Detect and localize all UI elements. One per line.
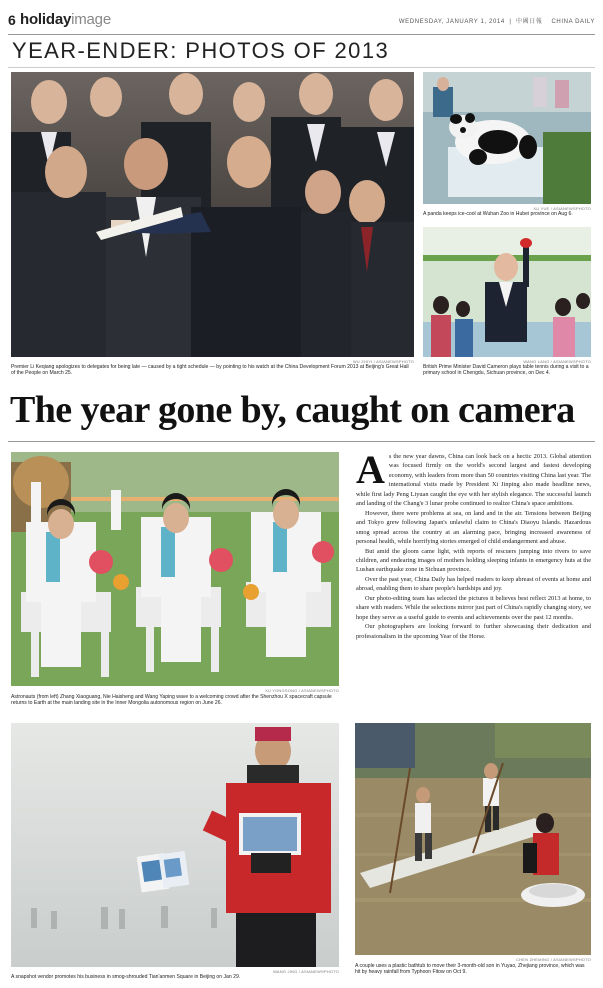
vendor-photo [11, 723, 339, 967]
vendor-credit: WANG JING / ASIANEWSPHOTO [273, 969, 339, 974]
story-paragraph: However, there were problems at sea, on land and in the air. Tensions between Beijing and Tokyo grew following Japan's unlawful claim to China's Diaoyu Islands. Hazardous smog spread across the country at an alarming pace, bringing increased awareness of personal health, while horrifying stories emerged of child endangerment and abuse. [356, 509, 591, 546]
kicker-rule [8, 67, 595, 68]
headline: The year gone by, caught on camera [10, 389, 575, 431]
astronauts-caption: Astronauts (from left) Zhang Xiaoguang, Nie Haisheng and Wang Yaping wave to a welcoming crowd after the Shenzhou X spacecraft capsule returns to Earth at the main landing site in the Inner Mongolia autonomous region on June 26. [11, 694, 332, 707]
premier-caption: Premier Li Keqiang apologizes to delegates for being late — caused by a tight schedule — by pointing to his watch at the China Development Forum 2013 at Beijing's Great Hall of the People on March 25. [11, 364, 409, 377]
astronauts-photo [11, 452, 339, 686]
panda-caption: A panda keeps ice-cool at Wuhan Zoo in Hubei province on Aug 6. [423, 211, 573, 217]
panda-photo [423, 72, 591, 204]
story-paragraph: But amid the gloom came light, with reports of rescuers jumping into rivers to save children, and endearing images of mothers holding sleeping infants in emergency huts at the Lushan earthquake zone in Sichuan province. [356, 547, 591, 574]
story-paragraph: Our photo-editing team has selected the pictures it believes best reflect 2013 at home, to share with readers. While the selections mirror just part of China's rapidly changing story, we hope they serve as a useful guide to events and achievements over the past 12 months. [356, 594, 591, 621]
vendor-caption: A snapshot vendor promotes his business in smog-shrouded Tian'anmen Square in Beijing on Jan 29. [11, 974, 241, 980]
bathtub-photo [355, 723, 591, 955]
section-kicker: YEAR-ENDER: PHOTOS OF 2013 [12, 38, 390, 63]
premier-photo [11, 72, 414, 357]
headline-rule [8, 441, 595, 442]
section-name: holidayimage [20, 11, 111, 28]
story-body [356, 447, 591, 641]
masthead-rule [8, 34, 595, 35]
cameron-caption: British Prime Minister David Cameron plays table tennis during a visit to a primary school in Chengdu, Sichuan province, on Dec 4. [423, 364, 589, 377]
bathtub-credit: CHEN ZHEMING / ASIANEWSPHOTO [516, 957, 591, 962]
story-paragraph: Our photographers are looking forward to further showcasing their dedication and professionalism in the upcoming Year of the Horse. [356, 623, 591, 640]
masthead [8, 6, 595, 34]
page-number: 6 [8, 12, 16, 28]
cameron-photo [423, 227, 591, 357]
panda-credit: XU YUE / ASIANEWSPHOTO [533, 206, 591, 211]
astronauts-credit: XU YONGSONG / ASIANEWSPHOTO [265, 688, 339, 693]
dateline: WEDNESDAY, JANUARY 1, 2014 | 中國日報 CHINA DAILY [398, 19, 595, 25]
story-paragraph: As the new year dawns, China can look back on a hectic 2013. Global attention was focused firmly on the world's second largest and fastest developing economy, with leaders from more than 50 countries visiting China last year. The international visits made by President Xi Jinping also made headline news, while first lady Peng Liyuan caught the eye with her stylish elegance. The successful launch and landing of the Chang'e 3 lunar probe continued to realize China's space ambitions. [356, 447, 591, 508]
premier-credit: WU ZHIYI / ASIANEWSPHOTO [352, 359, 414, 364]
story-paragraph: Over the past year, China Daily has helped readers to keep abreast of events at home and abroad, enabling them to share people's hardships and joy. [356, 575, 591, 593]
dropcap: A [356, 447, 385, 492]
cameron-credit: WANG LANG / ASIANEWSPHOTO [523, 359, 591, 364]
bathtub-caption: A couple uses a plastic bathtub to move their 3-month-old son in Yuyao, Zhejiang province, which was hit by heavy rainfall from Typhoon Fitow on Oct 9. [355, 963, 585, 976]
